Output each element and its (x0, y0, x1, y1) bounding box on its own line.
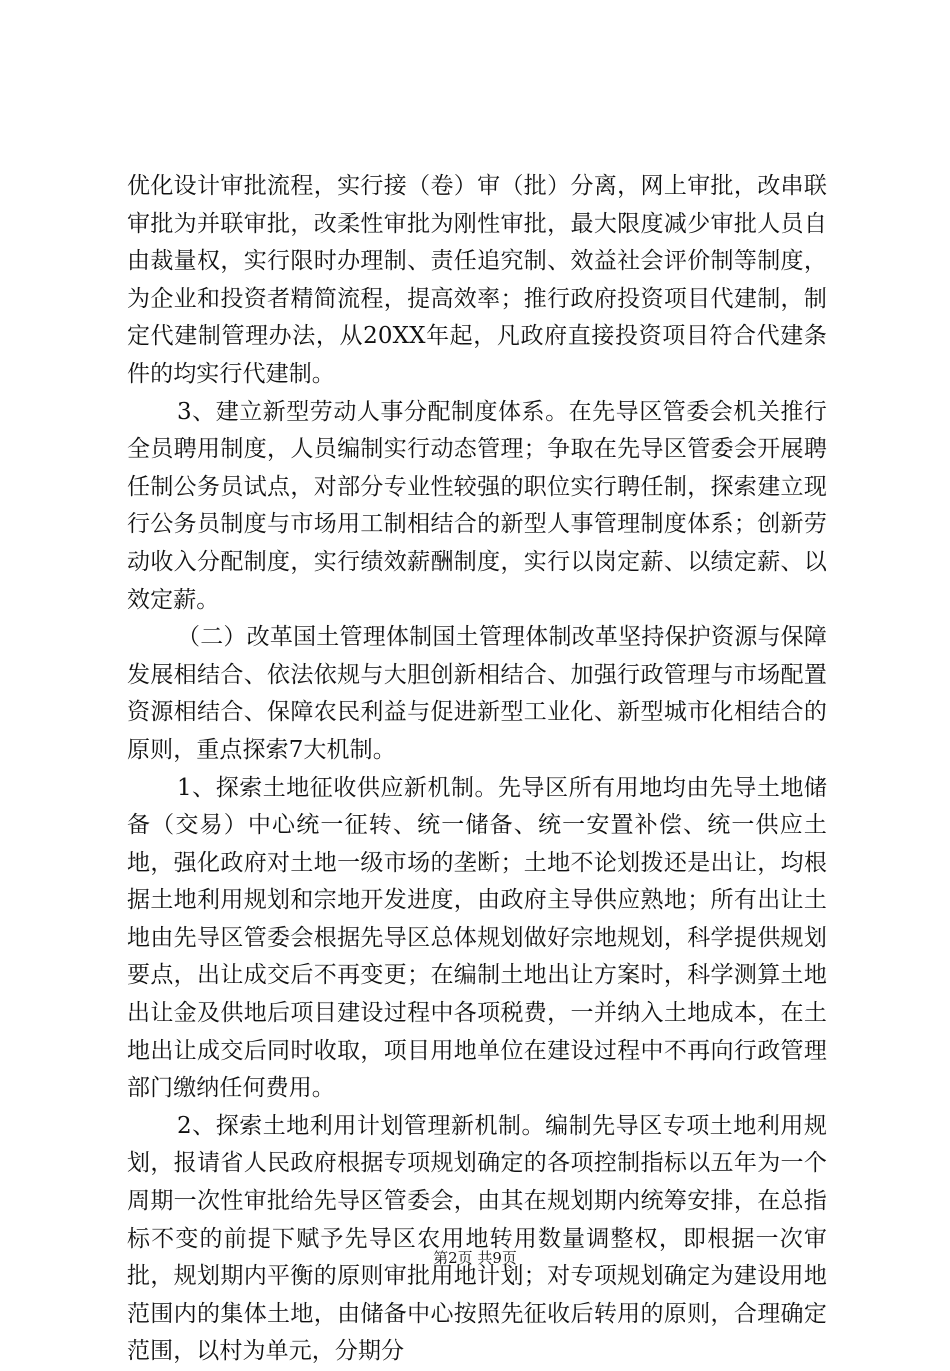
paragraph-land-supply: 1、探索土地征收供应新机制。先导区所有用地均由先导土地储备（交易）中心统一征转、统一储备、统一安置补偿、统一供应土地，强化政府对土地一级市场的垄断；土地不论划拨还是出让，均根据土地利用规划和宗地开发进度，由政府主导供应熟地；所有出让土地由先导区管委会根据先导区总体规划做好宗地规划，科学提供规划要点，出让成交后不再变更；在编制土地出让方案时，科学测算土地出让金及供地后项目建设过程中各项税费，一并纳入土地成本，在土地出让成交后同时收取，项目用地单位在建设过程中不再向行政管理部门缴纳任何费用。 (127, 774, 827, 1102)
page-number: 第2页 共9页 (433, 1249, 517, 1267)
document-body (127, 168, 827, 1371)
paragraph-land-reform-heading: （二）改革国土管理体制国土管理体制改革坚持保护资源与保障发展相结合、依法依规与大胆创新相结合、加强行政管理与市场配置资源相结合、保障农民利益与促进新型工业化、新型城市化相结合的原则，重点探索7大机制。 (127, 624, 827, 763)
paragraph-labor-system: 3、建立新型劳动人事分配制度体系。在先导区管委会机关推行全员聘用制度，人员编制实行动态管理；争取在先导区管委会开展聘任制公务员试点，对部分专业性较强的职位实行聘任制，探索建立现行公务员制度与市场用工制相结合的新型人事管理制度体系；创新劳动收入分配制度，实行绩效薪酬制度，实行以岗定薪、以绩定薪、以效定薪。 (127, 398, 827, 613)
page-footer (0, 1248, 950, 1268)
paragraph-continued: 优化设计审批流程，实行接（卷）审（批）分离，网上审批，改串联审批为并联审批，改柔性审批为刚性审批，最大限度减少审批人员自由裁量权，实行限时办理制、责任追究制、效益社会评价制等制度，为企业和投资者精简流程，提高效率；推行政府投资项目代建制，制定代建制管理办法，从20XX年起，凡政府直接投资项目符合代建条件的均实行代建制。 (127, 173, 827, 387)
paragraph-land-planning: 2、探索土地利用计划管理新机制。编制先导区专项土地利用规划，报请省人民政府根据专项规划确定的各项控制指标以五年为一个周期一次性审批给先导区管委会，由其在规划期内统筹安排，在总指标不变的前提下赋予先导区农用地转用数量调整权，即根据一次审批，规划期内平衡的原则审批用地计划；对专项规划确定为建设用地范围内的集体土地，由储备中心按照先征收后转用的原则，合理确定范围，以村为单元，分期分 (127, 1112, 827, 1365)
